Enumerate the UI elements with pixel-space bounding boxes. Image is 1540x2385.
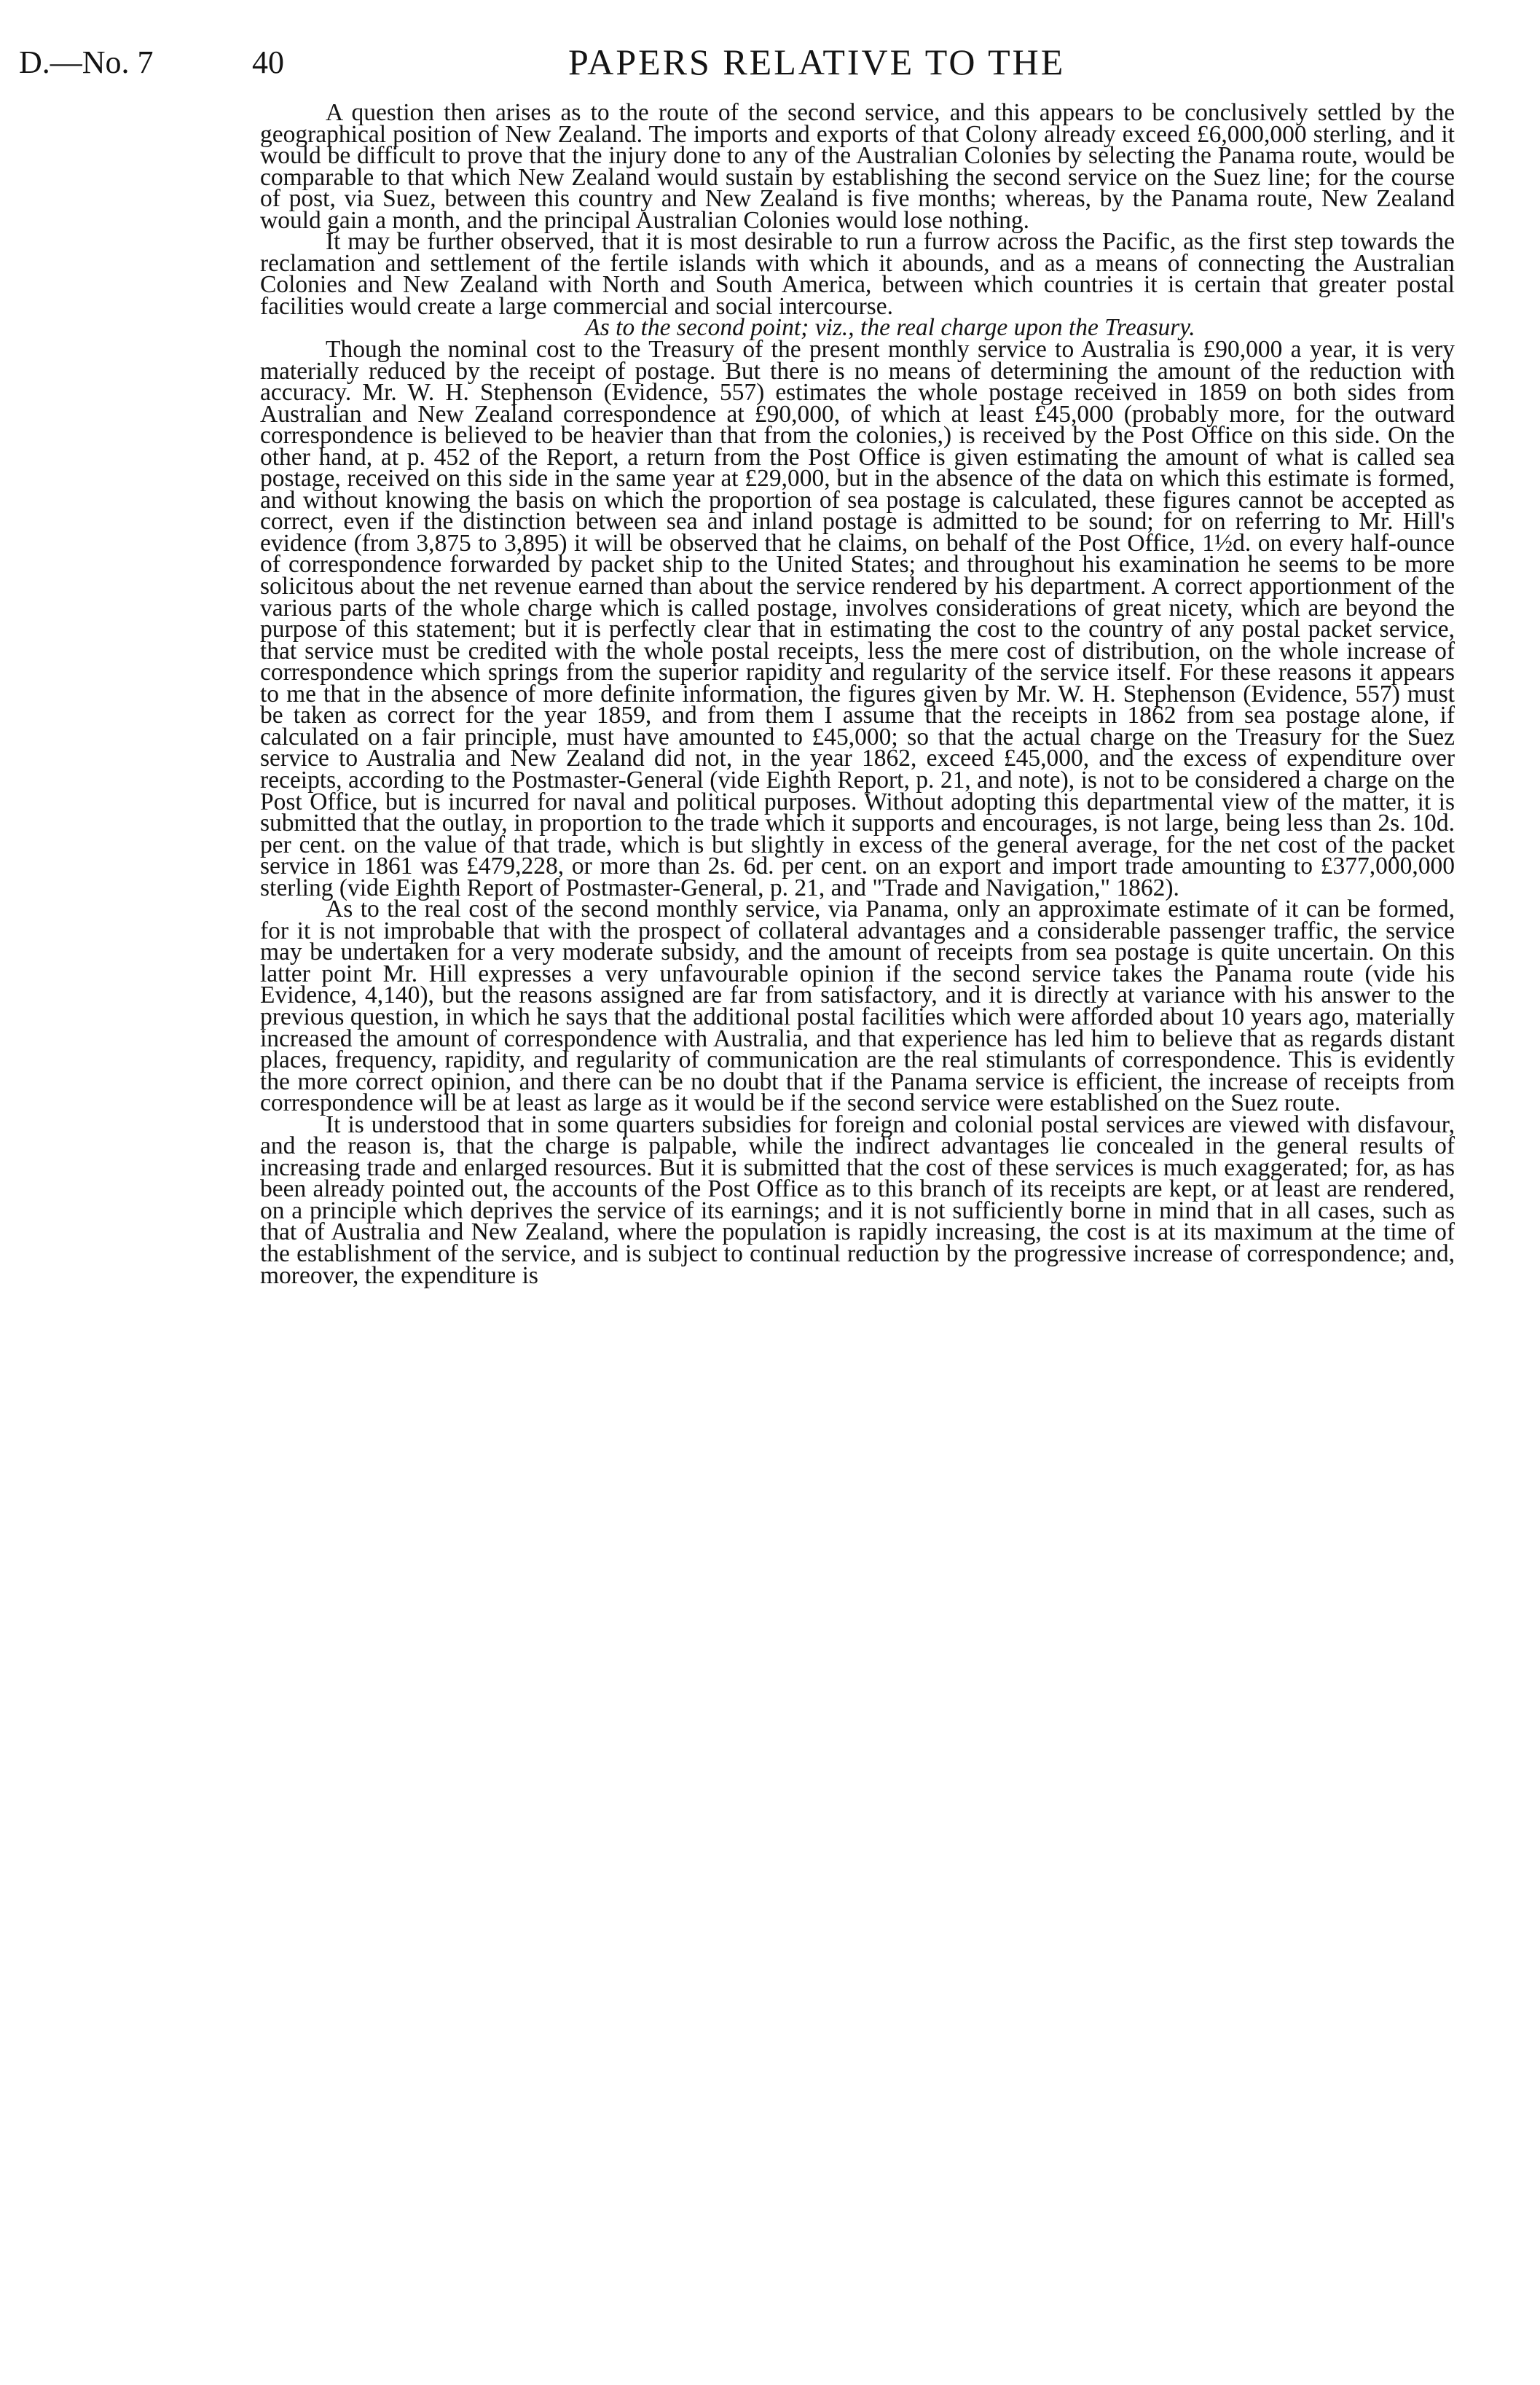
paragraph: It is understood that in some quarters subsidies for foreign and colonial postal services are viewed with disfavour, and the reason is, that the charge is palpable, while the indirect advantages lie concealed in the general results of increasing trade and enlarged resources. But it is submitted that the cost of these services is much exaggerated; for, as has been already pointed out, the accounts of the Post Office as to this branch of its receipts are kept, or at least are rendered, on a principle which deprives the service of its earnings; and it is not sufficiently borne in mind that in all cases, such as that of Australia and New Zealand, where the population is rapidly increasing, the cost is at its maximum at the time of the establishment of the service, and is subject to continual reduction by the progressive increase of correspondence; and, moreover, the expenditure is xyxy=(260,1111,1455,1289)
paragraph: As to the real cost of the second monthly service, via Panama, only an approximate estimate of it can be formed, for it is not improbable that with the prospect of collateral advantages and a considerable passenger traffic, the service may be undertaken for a very moderate subsidy, and the amount of receipts from sea postage is quite uncertain. On this latter point Mr. Hill expresses a very unfavourable opinion if the second service takes the Panama route (vide his Evidence, 4,140), but the reasons assigned are far from satisfactory, and it is directly at variance with his answer to the previous question, in which he says that the additional postal facilities which were afforded about 10 years ago, materially increased the amount of correspondence with Australia, and that experience has led him to believe that as regards distant places, frequency, rapidity, and regularity of communication are the real stimulants of correspondence. This is evidently the more correct opinion, and there can be no doubt that if the Panama service is efficient, the increase of receipts from correspondence will be at least as large as it would be if the second service were established on the Suez route. xyxy=(260,896,1455,1117)
paragraph: It may be further observed, that it is most desirable to run a furrow across the Pacific, as the first step towards the reclamation and settlement of the fertile islands with which it abounds, and as a means of connecting the Australian Colonies and New Zealand with North and South America, between which countries it is certain that greater postal facilities would create a large commercial and social intercourse. xyxy=(260,228,1455,320)
page-number: 40 xyxy=(252,44,284,80)
document-reference: D.—No. 7 xyxy=(19,44,154,80)
running-head: PAPERS RELATIVE TO THE xyxy=(568,42,1066,82)
paragraph: A question then arises as to the route of the second service, and this appears to be conclusively settled by the geographical position of New Zealand. The imports and exports of that Colony already exceed £6,000,000 sterling, and it would be difficult to prove that the injury done to any of the Australian Colonies by selecting the Panama route, would be comparable to that which New Zealand would sustain by establishing the second service on the Suez line; for the course of post, via Suez, between this country and New Zealand is five months; whereas, by the Panama route, New Zealand would gain a month, and the principal Australian Colonies would lose nothing. xyxy=(260,99,1455,234)
paragraph: Though the nominal cost to the Treasury of the present monthly service to Australia is £90,000 a year, it is very materially reduced by the receipt of postage. But there is no means of determining the amount of the reduction with accuracy. Mr. W. H. Stephenson (Evidence, 557) estimates the whole postage received in 1859 on both sides from Australian and New Zealand correspondence at £90,000, of which at least £45,000 (probably more, for the outward correspondence is believed to be heavier than that from the colonies,) is received by the Post Office on this side. On the other hand, at p. 452 of the Report, a return from the Post Office is given estimating the amount of what is called sea postage, received on this side in the same year at £29,000, but in the absence of the data on which this estimate is formed, and without knowing the basis on which the proportion of sea postage is calculated, these figures cannot be accepted as correct, even if the distinction between sea and inland postage is admitted to be sound; for on referring to Mr. Hill's evidence (from 3,875 to 3,895) it will be observed that he claims, on behalf of the Post Office, 1½d. on every half-ounce of correspondence forwarded by packet ship to the United States; and throughout his examination he seems to be more solicitous about the net revenue earned than about the service rendered by his department. A correct apportionment of the various parts of the whole charge which is called postage, involves considerations of great nicety, which are beyond the purpose of this statement; but it is perfectly clear that in estimating the cost to the country of any postal packet service, that service must be credited with the whole postal receipts, less the mere cost of distribution, on the whole increase of correspondence which springs from the superior rapidity and regularity of the service itself. For these reasons it appears to me that in the absence of more definite information, the figures given by Mr. W. H. Stephenson (Evidence, 557) must be taken as correct for the year 1859, and from them I assume that the receipts in 1862 from sea postage alone, if calculated on a fair principle, must have amounted to £45,000; so that the actual charge on the Treasury for the Suez service to Australia and New Zealand did not, in the year 1862, exceed £45,000, and the excess of expenditure over receipts, according to the Postmaster-General (vide Eighth Report, p. 21, and note), is not to be considered a charge on the Post Office, but is incurred for naval and political purposes. Without adopting this departmental view of the matter, it is submitted that the outlay, in proportion to the trade which it supports and encourages, is not large, being less than 2s. 10d. per cent. on the value of that trade, which is but slightly in excess of the general average, for the net cost of the packet service in 1861 was £479,228, or more than 2s. 6d. per cent. on an export and import trade amounting to £377,000,000 sterling (vide Eighth Report of Postmaster-General, p. 21, and "Trade and Navigation," 1862). xyxy=(260,336,1455,901)
body-text xyxy=(260,99,1455,1289)
section-heading: As to the second point; viz., the real charge upon the Treasury. xyxy=(585,314,1195,342)
page-header xyxy=(0,38,1540,89)
